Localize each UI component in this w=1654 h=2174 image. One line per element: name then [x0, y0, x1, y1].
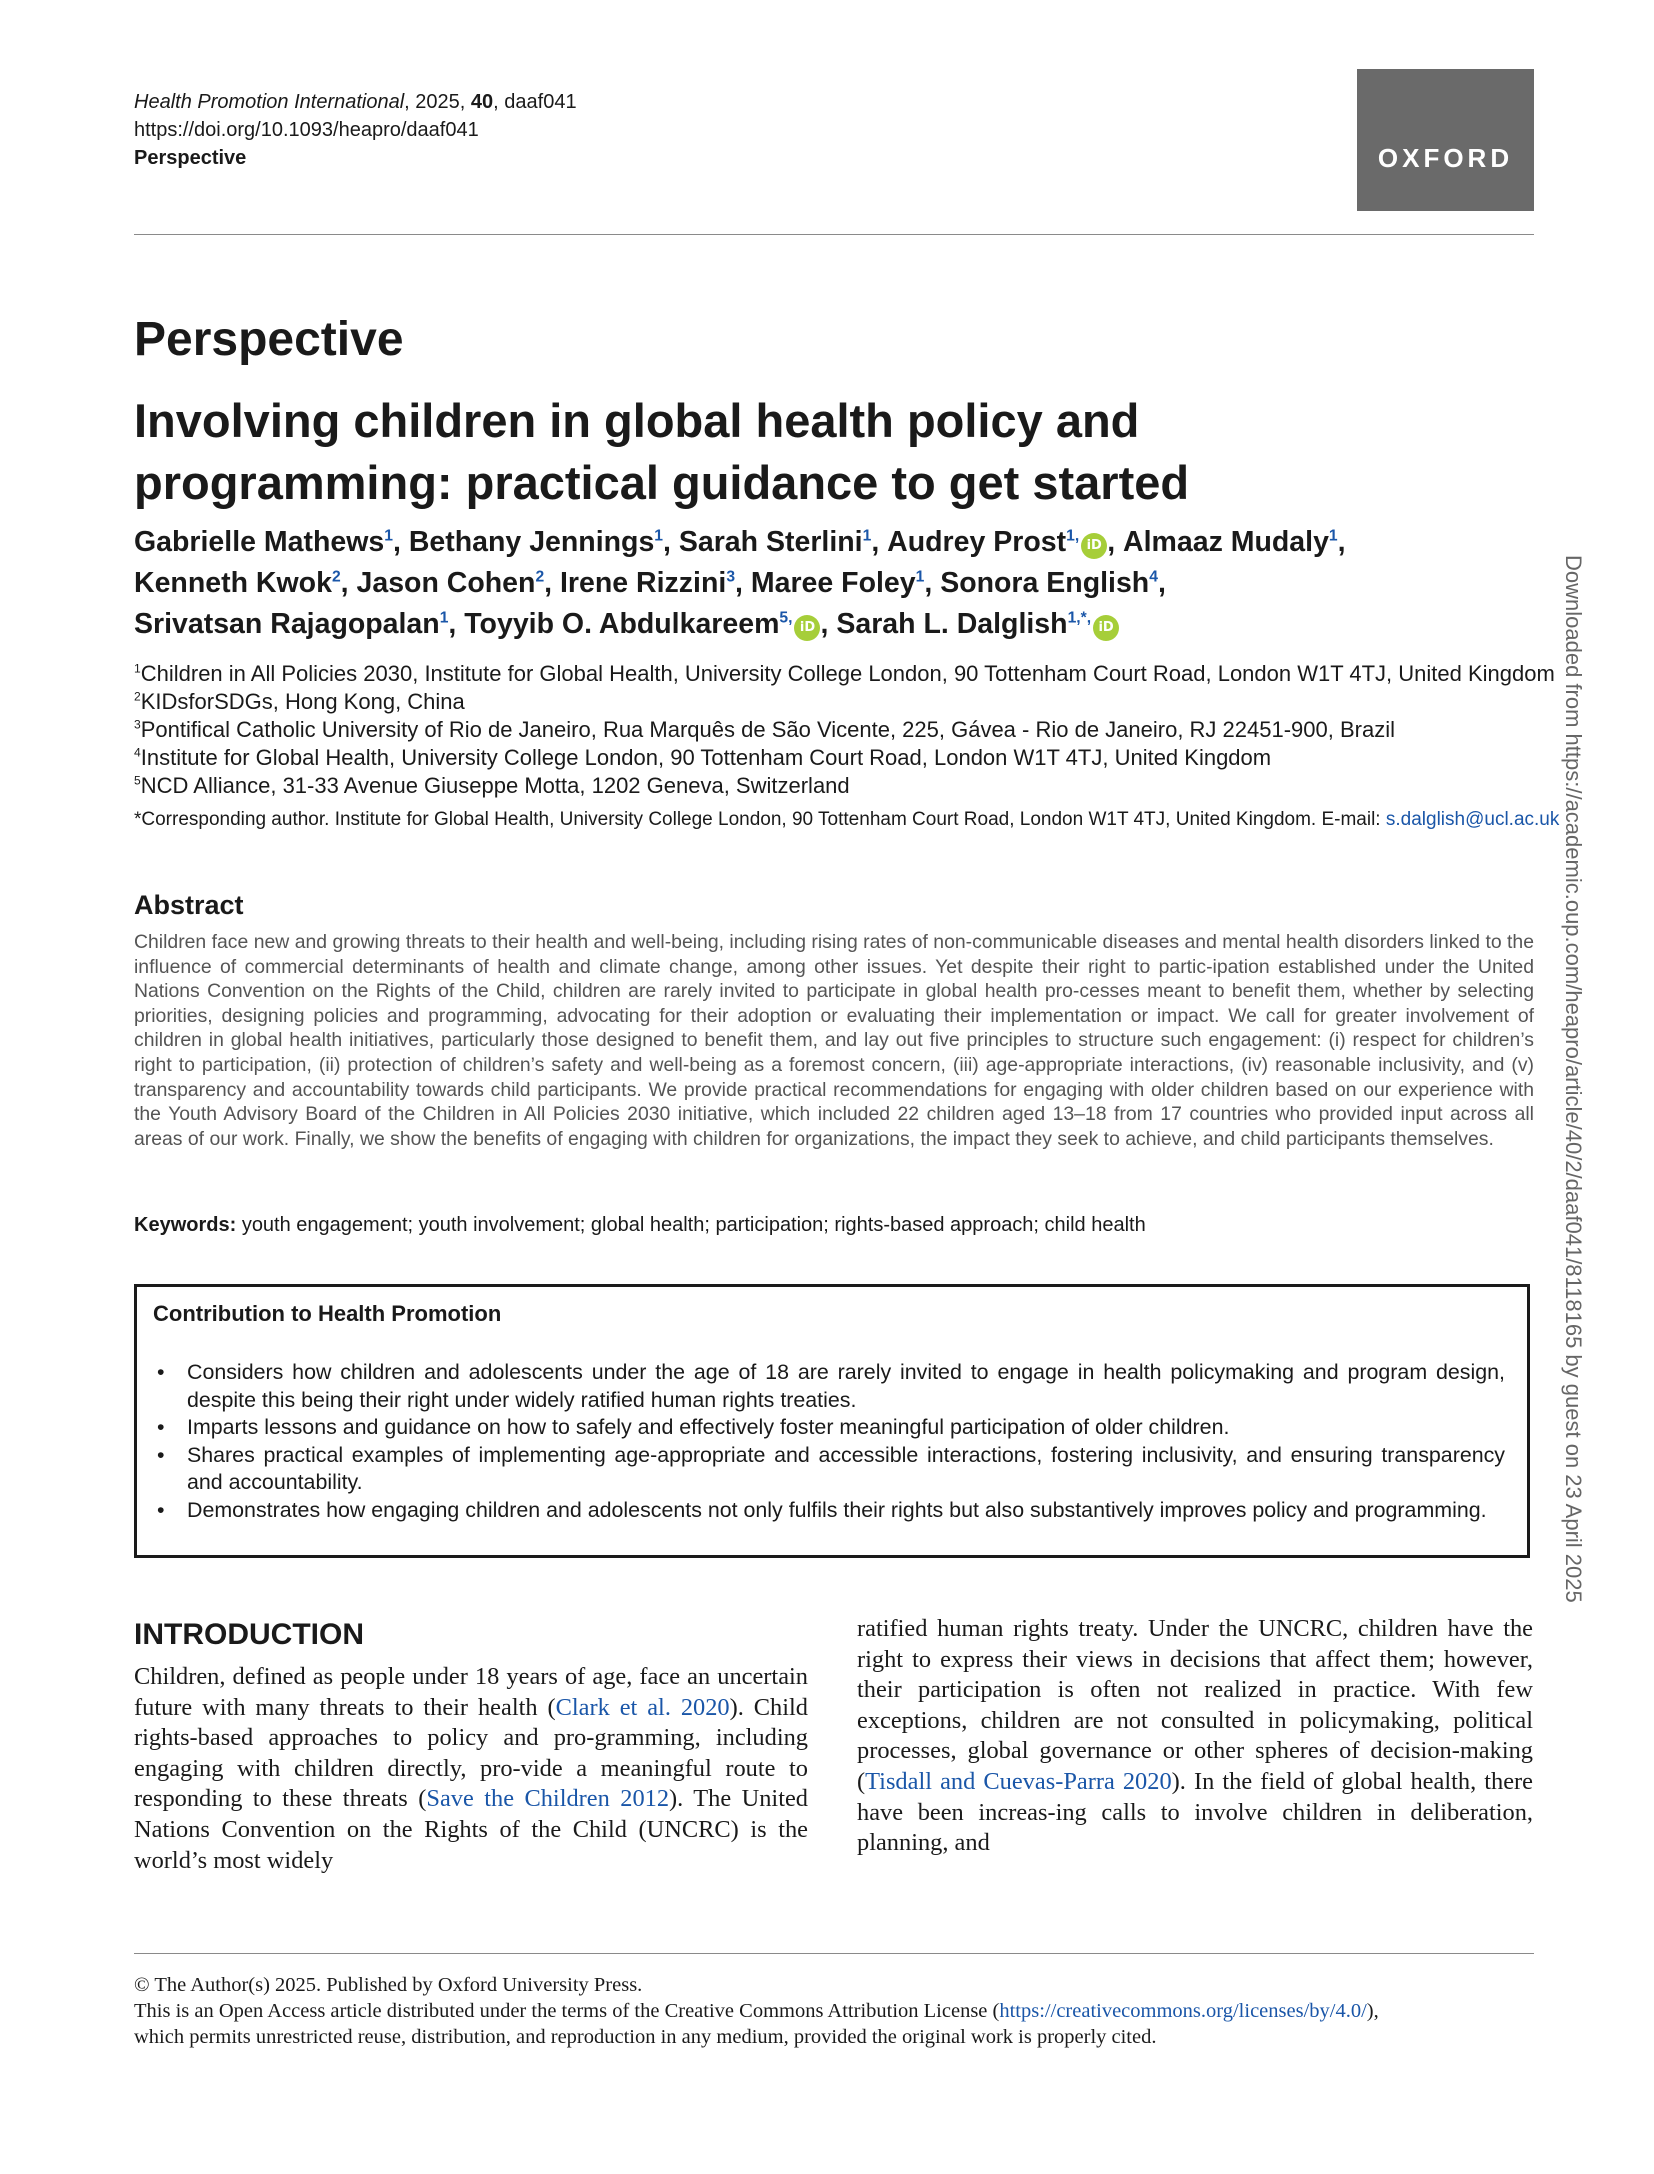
- license-link[interactable]: https://creativecommons.org/licenses/by/4.0/: [999, 2000, 1367, 2022]
- keywords: [134, 1212, 1534, 1238]
- footer-divider: [134, 1953, 1534, 1954]
- license-text-end: ),: [1366, 2000, 1379, 2022]
- author-name-text: Maree Foley: [750, 567, 916, 599]
- author-list: [134, 522, 1534, 645]
- intro-text: ratified human rights treaty. Under the UNCRC, children have the right to express their views in decisions that affect them; however, their participation is often not realized in practice. With few exceptions, children are not consulted in policymaking, political processes, global governance or other spheres of decision-making (: [857, 1615, 1533, 1795]
- keywords-text: youth engagement; youth involvement; global health; participation; rights-based approach; child health: [241, 1214, 1146, 1236]
- article-title: [134, 390, 1434, 514]
- contribution-item: [153, 1359, 1505, 1414]
- article-id: daaf041: [504, 91, 577, 113]
- author-name: Gabrielle Mathews$^1$,: [134, 526, 409, 558]
- license-line: [134, 1998, 1544, 2024]
- citation-link-save-the-children-2012[interactable]: Save the Children 2012: [426, 1785, 670, 1813]
- intro-text: ). In the field of global health, there have been increas-ing calls to involve children in deliberation, planning, and: [857, 1767, 1534, 1857]
- author-name-text: Kenneth Kwok: [134, 567, 332, 599]
- affiliation-number: 1: [134, 661, 141, 676]
- contribution-title: Contribution to Health Promotion: [153, 1301, 502, 1326]
- author-affiliation-ref[interactable]: 1: [439, 609, 449, 627]
- author-affiliation-ref[interactable]: 1: [384, 527, 393, 545]
- author-name-text: Bethany Jennings: [408, 526, 655, 558]
- author-name: Sonora English$^4$,: [940, 567, 1166, 599]
- author-name-text: Audrey Prost: [887, 526, 1067, 558]
- author-name: Audrey Prost$^{1,}$iD ,: [887, 526, 1124, 558]
- journal-name: Health Promotion International: [134, 91, 405, 113]
- download-watermark: Downloaded from https://academic.oup.com/heapro/article/40/2/daaf041/8118165 by guest on 23 April 2025: [1561, 555, 1586, 1603]
- author-affiliation-ref[interactable]: 4: [1149, 568, 1158, 586]
- author-affiliation-ref[interactable]: 1,: [1066, 527, 1080, 545]
- affiliation: [134, 716, 1544, 744]
- affiliation-text: KIDsforSDGs, Hong Kong, China: [140, 689, 465, 714]
- author-affiliation-ref[interactable]: 1: [1328, 527, 1338, 545]
- contribution-list: [153, 1359, 1505, 1525]
- author-name-text: Srivatsan Rajagopalan: [134, 608, 440, 640]
- author-affiliation-ref[interactable]: 1: [654, 527, 664, 545]
- contribution-item: [153, 1497, 1505, 1525]
- contribution-item: [153, 1414, 1505, 1442]
- journal-year: 2025: [415, 91, 460, 113]
- author-name: Jason Cohen$^2$,: [356, 567, 561, 599]
- orcid-icon[interactable]: iD: [1093, 615, 1119, 641]
- author-name: Maree Foley$^1$,: [750, 567, 941, 599]
- author-affiliation-ref[interactable]: 1,*,: [1067, 609, 1092, 627]
- header-divider: [134, 234, 1534, 235]
- corresponding-author-text: *Corresponding author. Institute for Global Health, University College London, 90 Tottenham Court Road, London W1T 4TJ, United Kingdom. E-mail:: [134, 809, 1386, 830]
- affiliation: [134, 744, 1544, 772]
- affiliation-number: 4: [134, 745, 141, 760]
- abstract-heading: Abstract: [134, 890, 244, 920]
- author-name: Srivatsan Rajagopalan$^1$,: [134, 608, 465, 640]
- copyright-line: © The Author(s) 2025. Published by Oxford University Press.: [134, 1974, 643, 1996]
- author-name-text: Almaaz Mudaly: [1123, 526, 1329, 558]
- contribution-item-text: Shares practical examples of implementing age-appropriate and accessible interactions, fostering inclusivity, and ensuring transparency and accountability.: [187, 1442, 1505, 1495]
- intro-text: ). The United Nations Convention on the Rights of the Child (UNCRC) is the world’s most widely: [134, 1785, 809, 1874]
- journal-volume: 40: [470, 91, 494, 113]
- journal-header: [134, 88, 577, 172]
- contribution-item-text: Considers how children and adolescents under the age of 18 are rarely invited to engage in health policymaking and program design, despite this being their right under widely ratified human rights treaties.: [187, 1360, 1505, 1412]
- bullet-icon: •: [157, 1497, 165, 1522]
- author-name-text: Toyyib O. Abdulkareem: [464, 608, 780, 640]
- citation-link-clark-2020[interactable]: Clark et al. 2020: [555, 1693, 730, 1721]
- author-affiliation-ref[interactable]: 5,: [779, 609, 793, 627]
- intro-text: ). Child rights-based approaches to policy and pro-gramming, including engaging with children directly, pro-vide a meaningful route to responding to these threats (: [134, 1693, 808, 1813]
- affiliation: [134, 772, 1544, 800]
- doi-link[interactable]: https://doi.org/10.1093/heapro/daaf041: [134, 119, 479, 141]
- article-type-label: Perspective: [134, 147, 247, 169]
- bullet-icon: •: [157, 1415, 165, 1440]
- introduction-right-column: [857, 1614, 1533, 1859]
- affiliation-list: [134, 660, 1555, 800]
- author-name-text: Sarah L. Dalglish: [836, 608, 1068, 640]
- citation-link-tisdall-2020[interactable]: Tisdall and Cuevas-Parra 2020: [865, 1767, 1172, 1795]
- affiliation-text: Pontifical Catholic University of Rio de Janeiro, Rua Marquês de São Vicente, 225, Gávea - Rio de Janeiro, RJ 22451-900, Brazil: [140, 717, 1395, 742]
- contribution-item: [153, 1442, 1505, 1497]
- bullet-icon: •: [157, 1442, 165, 1467]
- abstract-body: Children face new and growing threats to their health and well-being, including rising rates of non-communicable diseases and mental health disorders linked to the influence of commercial determinants of health and climate change, among other issues. Yet despite their right to partic-ipation established under the United Nations Convention on the Rights of the Child, children are rarely invited to participate in global health pro-cesses meant to benefit them, whether by selecting priorities, designing policies and programming, advocating for their adoption or evaluating their implementation or impact. We call for greater involvement of children in global health initiatives, particularly those designed to benefit them, and lay out five principles to structure such engagement: (i) respect for children’s right to participation, (ii) protection of children’s safety and well-being as a foremost concern, (iii) age-appropriate interactions, (iv) reasonable inclusivity, and (v) transparency and accountability towards child participants. We provide practical recommendations for engaging with older children based on our experience with the Youth Advisory Board of the Children in All Policies 2030 initiative, which included 22 children aged 13–18 from 17 countries who provided input across all areas of our work. Finally, we show the benefits of engaging with children for organizations, the impact they seek to achieve, and child participants themselves.: [134, 931, 1534, 1150]
- article-title-line-2: programming: practical guidance to get started: [134, 456, 1190, 509]
- introduction-heading: INTRODUCTION: [134, 1618, 364, 1651]
- author-name-text: Sarah Sterlini: [678, 526, 863, 558]
- bullet-icon: •: [157, 1360, 165, 1384]
- orcid-icon[interactable]: iD: [794, 615, 820, 641]
- contribution-item-text: Demonstrates how engaging children and adolescents not only fulfils their rights but also substantively improves policy and programming.: [187, 1497, 1487, 1522]
- article-title-line-1: Involving children in global health policy and: [134, 394, 1140, 447]
- orcid-icon[interactable]: iD: [1081, 533, 1107, 559]
- introduction-left-column: [134, 1662, 808, 1876]
- affiliation: [134, 660, 1555, 688]
- journal-citation: Health Promotion International, 2025, 40, daaf041: [134, 91, 577, 113]
- author-name: [836, 608, 1119, 640]
- affiliation-number: 3: [134, 717, 141, 732]
- author-name: Almaaz Mudaly$^1$,: [1123, 526, 1346, 558]
- intro-text: Children, defined as people under 18 years of age, face an uncertain future with many threats to their health (: [134, 1663, 808, 1721]
- author-affiliation-ref[interactable]: 2: [331, 568, 341, 586]
- author-affiliation-ref[interactable]: 1: [915, 568, 925, 586]
- contribution-box: [134, 1284, 1530, 1558]
- affiliation-number: 5: [134, 773, 141, 788]
- affiliation-text: Institute for Global Health, University College London, 90 Tottenham Court Road, London W1T 4TJ, United Kingdom: [140, 745, 1272, 770]
- author-name: Sarah Sterlini$^1$,: [678, 526, 888, 558]
- author-affiliation-ref[interactable]: 2: [535, 568, 545, 586]
- contribution-item-text: Imparts lessons and guidance on how to safely and effectively foster meaningful participation of older children.: [187, 1415, 1230, 1440]
- license-line-2: which permits unrestricted reuse, distribution, and reproduction in any medium, provided the original work is properly cited.: [134, 2026, 1157, 2048]
- author-name-text: Gabrielle Mathews: [134, 526, 385, 558]
- author-name: Toyyib O. Abdulkareem$^{5,}$iD ,: [464, 608, 837, 640]
- corresponding-author: [134, 806, 1560, 834]
- author-affiliation-ref[interactable]: 1: [862, 527, 872, 545]
- affiliation-text: Children in All Policies 2030, Institute for Global Health, University College London, 90 Tottenham Court Road, London W1T 4TJ, United Kingdom: [140, 661, 1555, 686]
- license-text: This is an Open Access article distributed under the terms of the Creative Commons Attribution License (: [134, 2000, 1000, 2022]
- oxford-logo: [1357, 69, 1534, 211]
- author-name: Irene Rizzini$^3$,: [560, 567, 751, 599]
- category-heading: Perspective: [134, 313, 404, 366]
- author-affiliation-ref[interactable]: 3: [726, 568, 736, 586]
- author-name: Bethany Jennings$^1$,: [408, 526, 679, 558]
- oxford-logo-text: OXFORD: [1377, 142, 1514, 173]
- affiliation-text: NCD Alliance, 31-33 Avenue Giuseppe Motta, 1202 Geneva, Switzerland: [140, 773, 850, 798]
- author-name-text: Sonora English: [940, 567, 1150, 599]
- affiliation: [134, 688, 1544, 716]
- author-name: Kenneth Kwok$^2$,: [134, 567, 357, 599]
- author-name-text: Irene Rizzini: [560, 567, 727, 599]
- author-name-text: Jason Cohen: [356, 567, 536, 599]
- affiliation-number: 2: [134, 689, 141, 704]
- corresponding-email-link[interactable]: s.dalglish@ucl.ac.uk: [1385, 809, 1560, 830]
- keywords-label: Keywords:: [134, 1214, 237, 1236]
- license-footer: [134, 1972, 1544, 2050]
